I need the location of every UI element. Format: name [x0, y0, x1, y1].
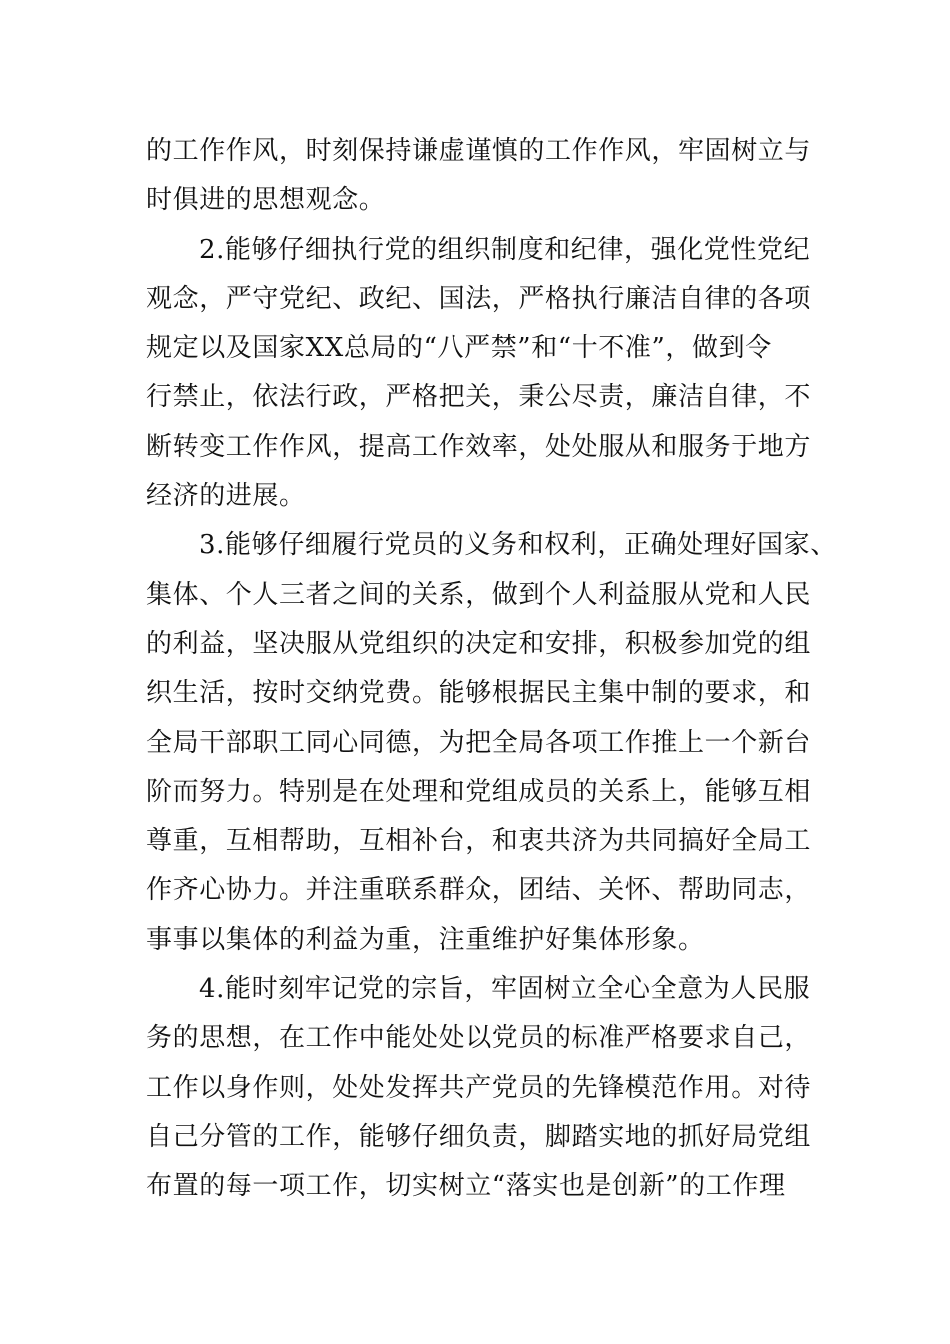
text-line: 断转变工作作风，提高工作效率，处处服从和服务于地方 [146, 431, 812, 462]
text-line: 事事以集体的利益为重，注重维护好集体形象。 [146, 924, 705, 955]
paragraph-start-line: 2.能够仔细执行党的组织制度和纪律，强化党性党纪 [199, 234, 811, 265]
text-line: 行禁止，依法行政，严格把关，秉公尽责，廉洁自律，不 [146, 382, 812, 413]
text-line: 集体、个人三者之间的关系，做到个人利益服从党和人民 [146, 579, 812, 610]
text-line: 规定以及国家XX总局的“八严禁”和“十不准”，做到令 [146, 333, 772, 364]
text-line: 务的思想，在工作中能处处以党员的标准严格要求自己， [146, 1023, 812, 1054]
text-line: 全局干部职工同心同德，为把全局各项工作推上一个新台 [146, 727, 812, 758]
text-line: 自己分管的工作，能够仔细负责，脚踏实地的抓好局党组 [146, 1121, 812, 1152]
text-line: 经济的进展。 [146, 481, 306, 512]
text-line: 的利益，坚决服从党组织的决定和安排，积极参加党的组 [146, 628, 812, 659]
text-line: 时俱进的思想观念。 [146, 185, 386, 216]
text-line: 尊重，互相帮助，互相补台，和衷共济为共同搞好全局工 [146, 826, 812, 857]
text-line: 的工作作风，时刻保持谦虚谨慎的工作作风，牢固树立与 [146, 136, 812, 166]
text-line: 观念，严守党纪、政纪、国法，严格执行廉洁自律的各项 [146, 283, 812, 314]
text-line: 布置的每一项工作，切实树立“落实也是创新”的工作理 [146, 1171, 786, 1202]
document-body [146, 127, 837, 1212]
paragraph-start-line: 4.能时刻牢记党的宗旨，牢固树立全心全意为人民服 [199, 974, 811, 1005]
text-line: 作齐心协力。并注重联系群众，团结、关怀、帮助同志， [146, 875, 812, 906]
text-line: 织生活，按时交纳党费。能够根据民主集中制的要求，和 [146, 678, 812, 709]
text-line: 阶而努力。特别是在处理和党组成员的关系上，能够互相 [146, 776, 812, 807]
text-line: 工作以身作则，处处发挥共产党员的先锋模范作用。对待 [146, 1072, 812, 1103]
paragraph-start-line: 3.能够仔细履行党员的义务和权利，正确处理好国家、 [199, 530, 837, 561]
